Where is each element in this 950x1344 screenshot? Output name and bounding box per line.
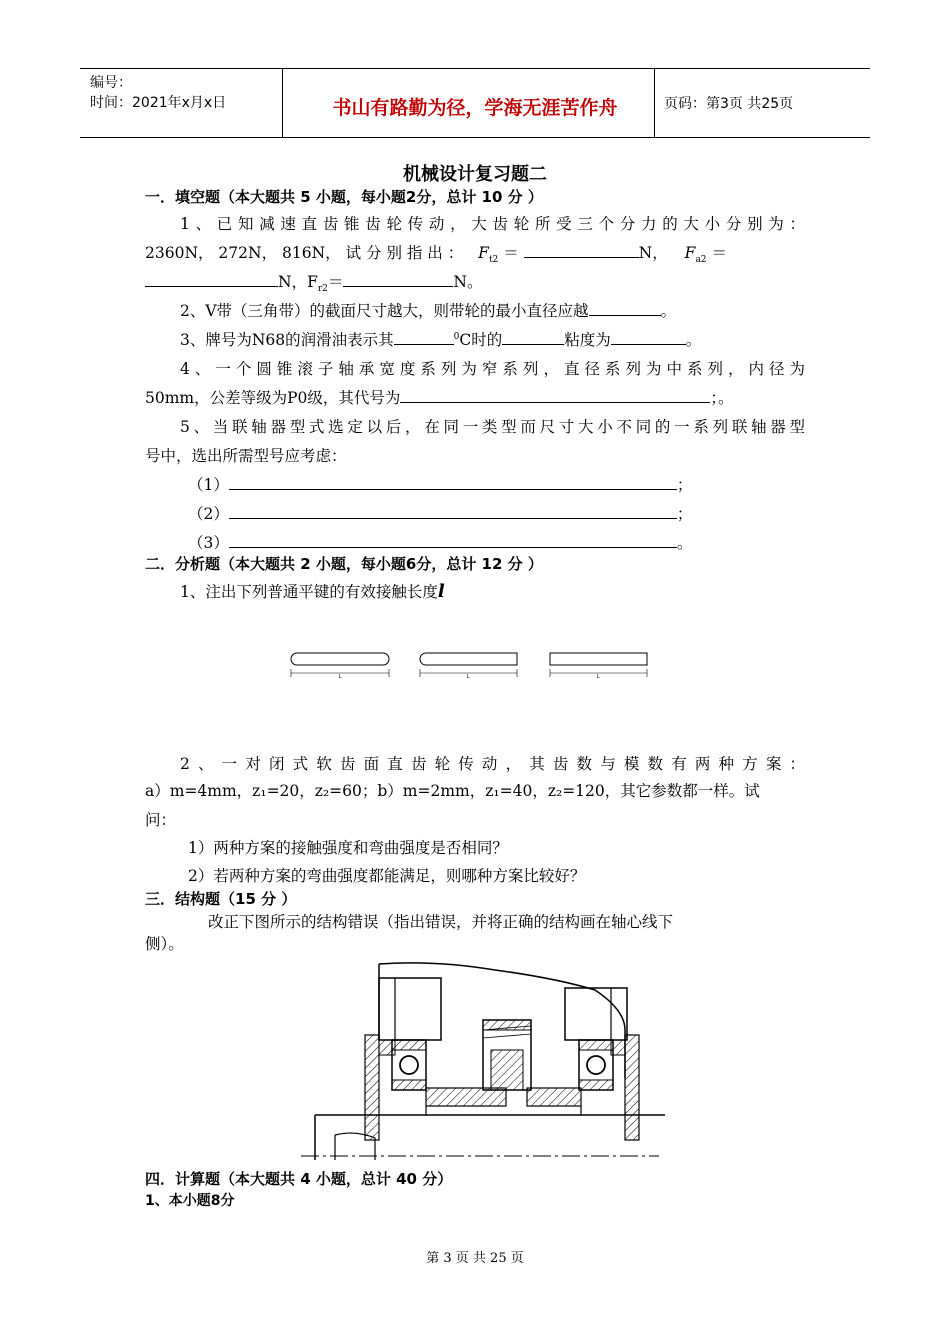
header-page-info: 页码：第3页 共25页 bbox=[664, 96, 794, 112]
s4-q1: 1、本小题8分 bbox=[145, 1193, 235, 1209]
q1-line3: N，$F_{r2}= N$。 bbox=[145, 270, 482, 294]
page-footer: 第 3 页 共 25 页 bbox=[426, 1251, 524, 1266]
s3-line1: 改正下图所示的结构错误（指出错误，并将正确的结构画在轴心线下 bbox=[208, 913, 674, 931]
page-title: 机械设计复习题二 bbox=[403, 164, 547, 185]
svg-text:L: L bbox=[338, 674, 342, 680]
s2-q2-line1: 2、一对闭式软齿面直齿轮传动，其齿数与模数有两种方案： bbox=[180, 755, 805, 773]
section4-heading: 四．计算题（本大题共 4 小题，总计 40 分） bbox=[145, 1170, 453, 1188]
q5-item1: （1） ； bbox=[188, 476, 693, 494]
q1-line1: 1、已知减速直齿锥齿轮传动，大齿轮所受三个分力的大小分别为： bbox=[180, 215, 805, 233]
s2-q2-sub2: 2）若两种方案的弯曲强度都能满足，则哪种方案比较好？ bbox=[188, 867, 586, 885]
q5-item2: （2） ； bbox=[188, 505, 693, 523]
section3-heading: 三．结构题（15 分 ） bbox=[145, 890, 297, 908]
svg-text:L: L bbox=[596, 674, 600, 680]
section2-heading: 二．分析题（本大题共 2 小题，每小题6分，总计 12 分 ） bbox=[145, 555, 543, 573]
q5-line2: 号中，选出所需型号应考虑： bbox=[145, 447, 347, 465]
s2-q2-sub1: 1）两种方案的接触强度和弯曲强度是否相同？ bbox=[188, 839, 508, 857]
s2-q2-line3: 问： bbox=[145, 811, 177, 829]
q2-line: 2、V带（三角带）的截面尺寸越大，则带轮的最小直径应越 。 bbox=[180, 302, 677, 320]
section1-heading: 一．填空题（本大题共 5 小题，每小题2分，总计 10 分 ） bbox=[145, 188, 543, 206]
q4-line2: 50mm，公差等级为P0级，其代号为 ；。 bbox=[145, 389, 734, 407]
header-motto: 书山有路勤为径，学海无涯苦作舟 bbox=[332, 97, 618, 119]
header-meta bbox=[90, 73, 226, 113]
q3-line: 3、牌号为N68的润滑油表示其 $^0$C时的 粘度为 。 bbox=[180, 331, 702, 349]
key-square-ends bbox=[550, 653, 647, 680]
s2-q1: 1、注出下列普通平键的有效接触长度l bbox=[180, 581, 445, 602]
q5-item3: （3） 。 bbox=[188, 534, 693, 552]
q4-line1: 4、一个圆锥滚子轴承宽度系列为窄系列，直径系列为中系列，内径为 bbox=[180, 360, 805, 378]
key-round-ends bbox=[291, 653, 389, 680]
s3-line2: 侧）。 bbox=[145, 935, 184, 953]
serial-label: 编号： bbox=[90, 75, 132, 91]
page-header bbox=[80, 68, 870, 138]
key-one-round-end bbox=[420, 653, 517, 680]
time-label: 时间：2021年x月x日 bbox=[90, 95, 227, 111]
q5-line1: 5、当联轴器型式选定以后，在同一类型而尺寸大小不同的一系列联轴器型 bbox=[180, 418, 805, 436]
svg-text:L: L bbox=[466, 674, 470, 680]
s2-q2-line2: a）m=4mm，z₁=20，z₂=60；b）m=2mm，z₁=40，z₂=120，其它参数都一样。试 bbox=[145, 782, 760, 800]
header-divider bbox=[282, 69, 283, 137]
shaft-structure-drawing bbox=[295, 960, 665, 1160]
key-diagrams bbox=[285, 645, 665, 681]
q1-line2: 2360N， 272N， 816N， 试 分 别 指 出 ： $F_{t2} = N$， $F_{a2}$ ＝ bbox=[145, 244, 727, 266]
